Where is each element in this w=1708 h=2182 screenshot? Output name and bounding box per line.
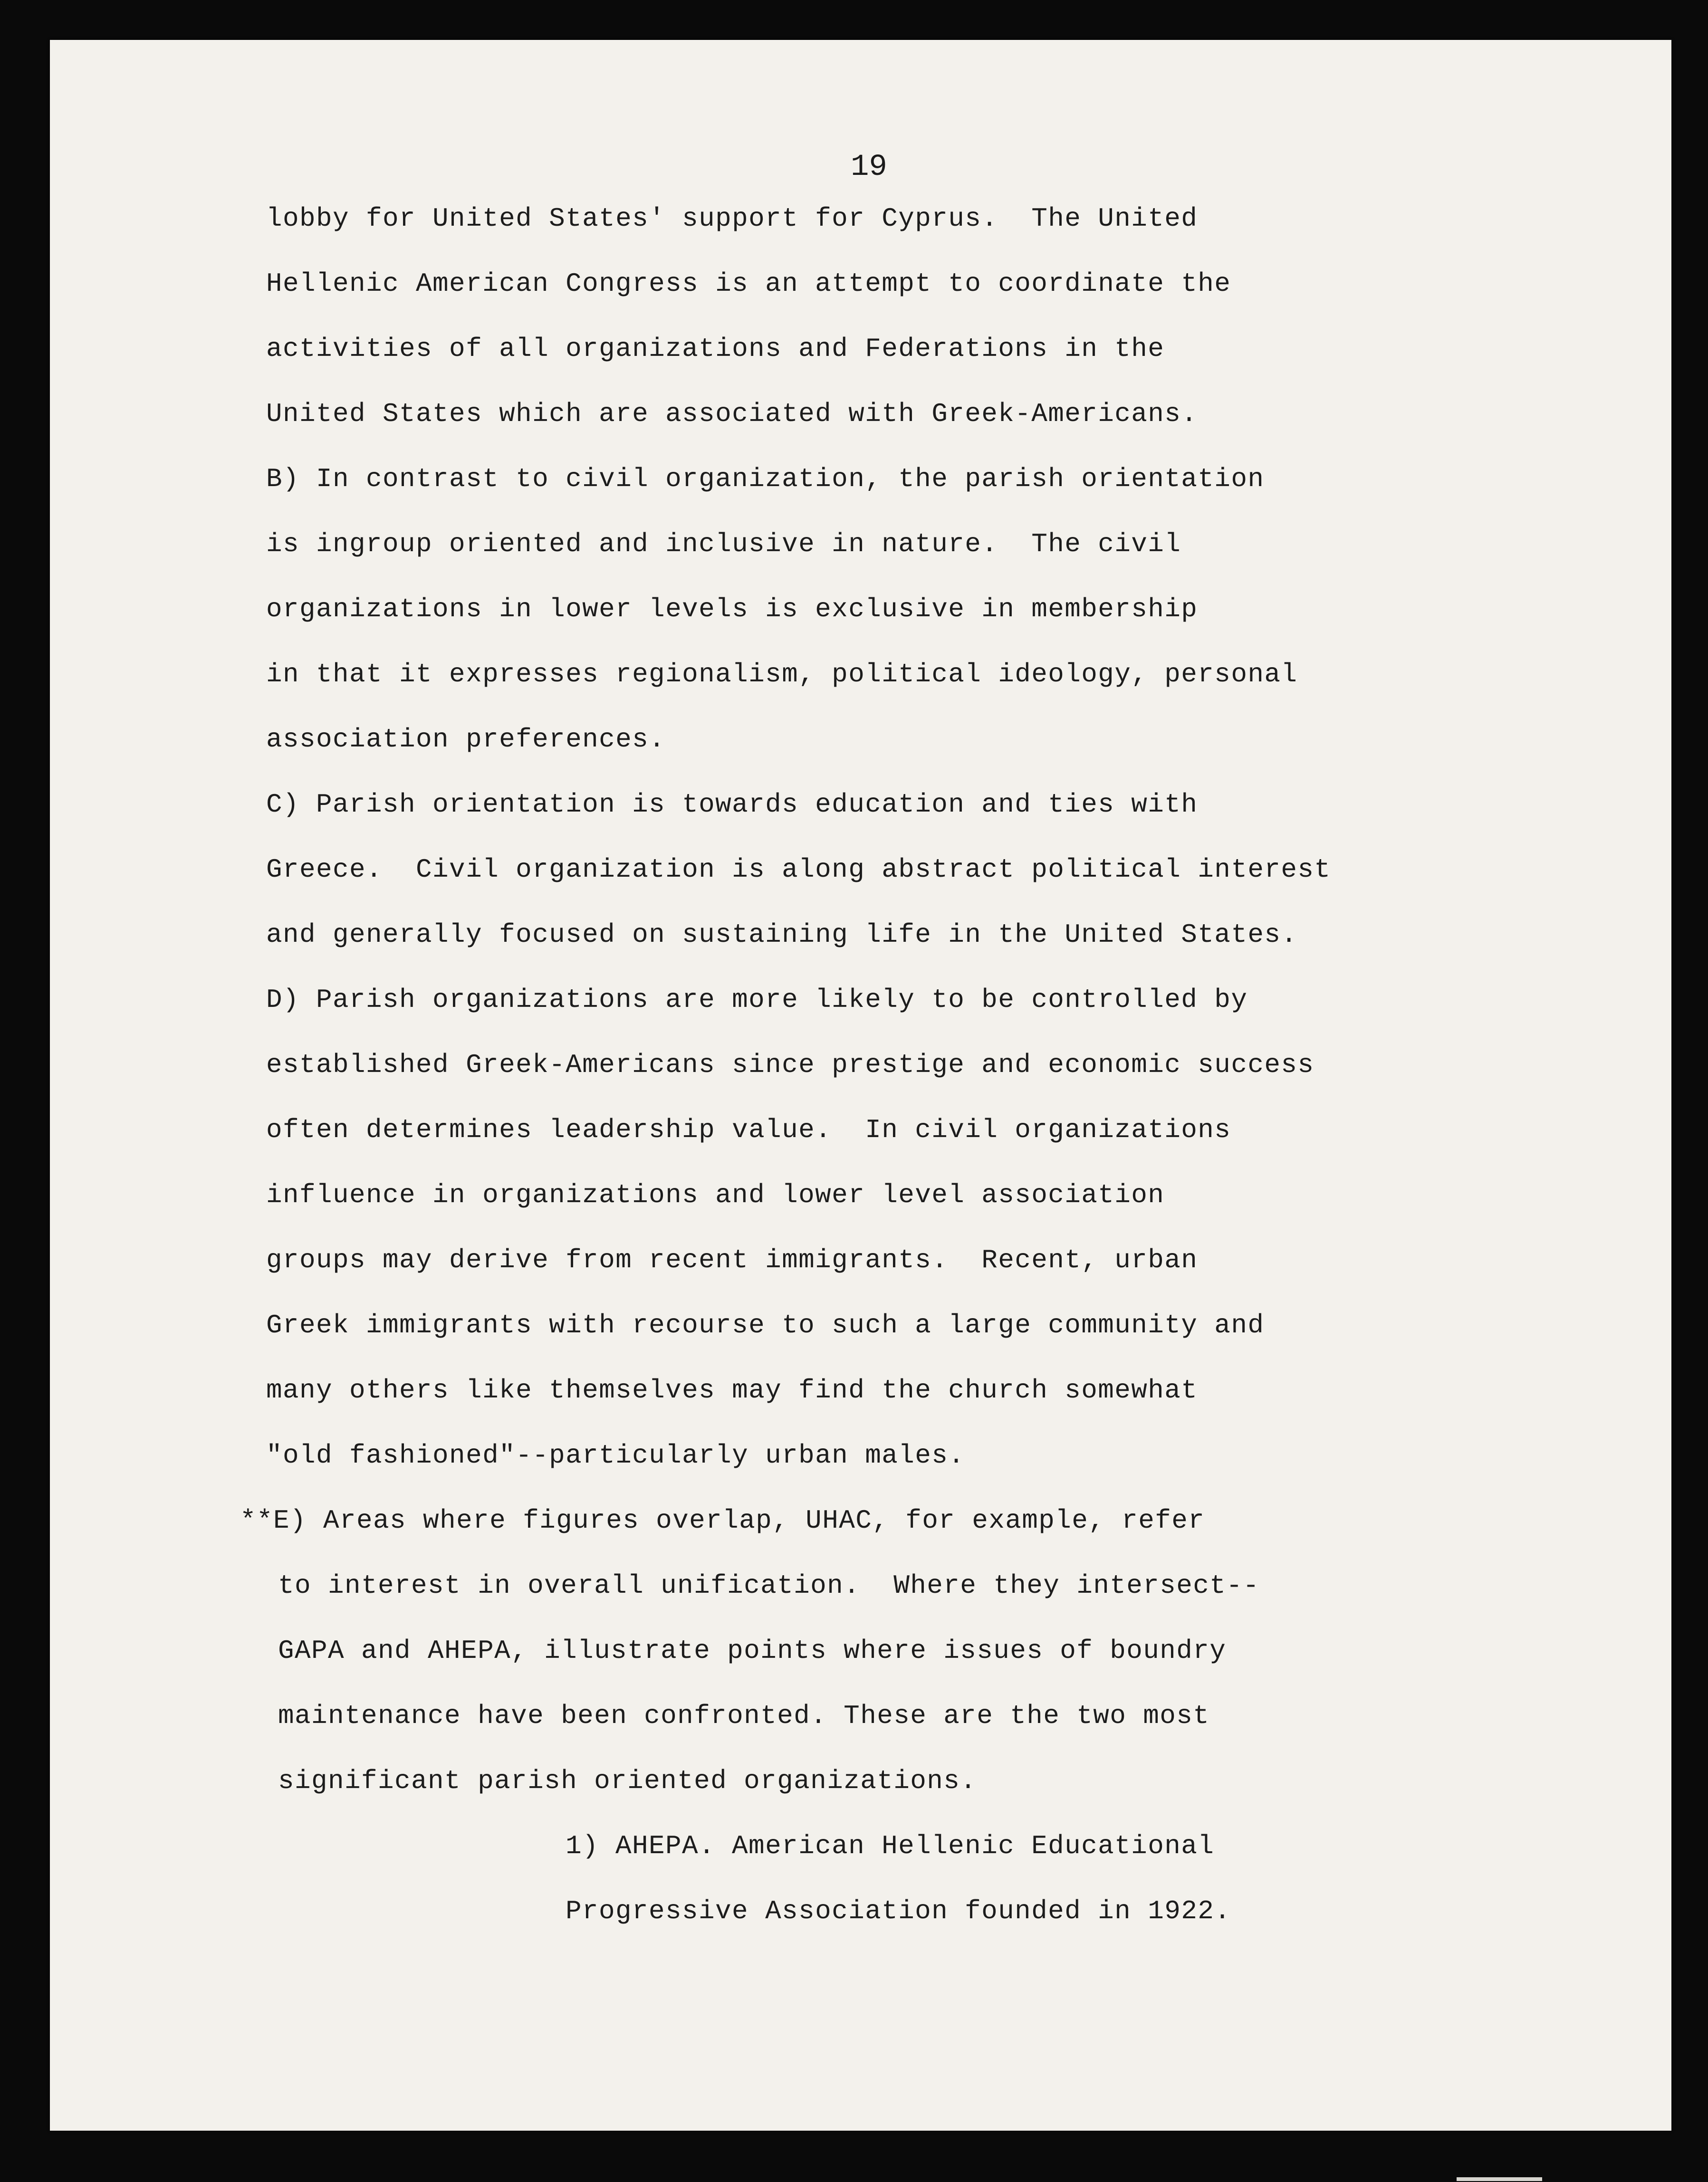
text-line-2: Hellenic American Congress is an attempt to coordinate the (266, 268, 1231, 299)
text-line-13: D) Parish organizations are more likely to be controlled by (266, 985, 1248, 1015)
text-line-26: 1) AHEPA. American Hellenic Educational (566, 1831, 1215, 1861)
text-line-17: groups may derive from recent immigrants. Recent, urban (266, 1245, 1198, 1275)
text-line-19: many others like themselves may find the church somewhat (266, 1375, 1198, 1406)
text-line-21: **E) Areas where figures overlap, UHAC, for example, refer (240, 1505, 1205, 1536)
scan-mark (1457, 2177, 1542, 2181)
document-page (50, 40, 1671, 2131)
page-number: 19 (851, 150, 887, 184)
text-line-23: GAPA and AHEPA, illustrate points where issues of boundry (278, 1636, 1227, 1666)
text-line-24: maintenance have been confronted. These are the two most (278, 1701, 1210, 1731)
text-line-12: and generally focused on sustaining life in the United States. (266, 919, 1298, 950)
text-line-5: B) In contrast to civil organization, the parish orientation (266, 464, 1265, 494)
text-line-9: association preferences. (266, 724, 666, 755)
text-line-18: Greek immigrants with recourse to such a large community and (266, 1310, 1265, 1340)
text-line-6: is ingroup oriented and inclusive in nature. The civil (266, 529, 1181, 559)
text-line-25: significant parish oriented organizations. (278, 1766, 977, 1796)
text-line-14: established Greek-Americans since prestige and economic success (266, 1050, 1315, 1080)
text-line-1: lobby for United States' support for Cyprus. The United (266, 203, 1198, 234)
text-line-8: in that it expresses regionalism, political ideology, personal (266, 659, 1298, 689)
text-line-22: to interest in overall unification. Where they intersect-- (278, 1570, 1260, 1601)
text-line-20: "old fashioned"--particularly urban males. (266, 1440, 965, 1471)
text-line-7: organizations in lower levels is exclusive in membership (266, 594, 1198, 624)
text-line-15: often determines leadership value. In civil organizations (266, 1115, 1231, 1145)
text-line-11: Greece. Civil organization is along abstract political interest (266, 854, 1331, 885)
text-line-16: influence in organizations and lower level association (266, 1180, 1165, 1210)
text-line-27: Progressive Association founded in 1922. (566, 1896, 1231, 1926)
text-line-3: activities of all organizations and Federations in the (266, 334, 1165, 364)
text-line-10: C) Parish orientation is towards education and ties with (266, 789, 1198, 820)
text-line-4: United States which are associated with Greek-Americans. (266, 399, 1198, 429)
